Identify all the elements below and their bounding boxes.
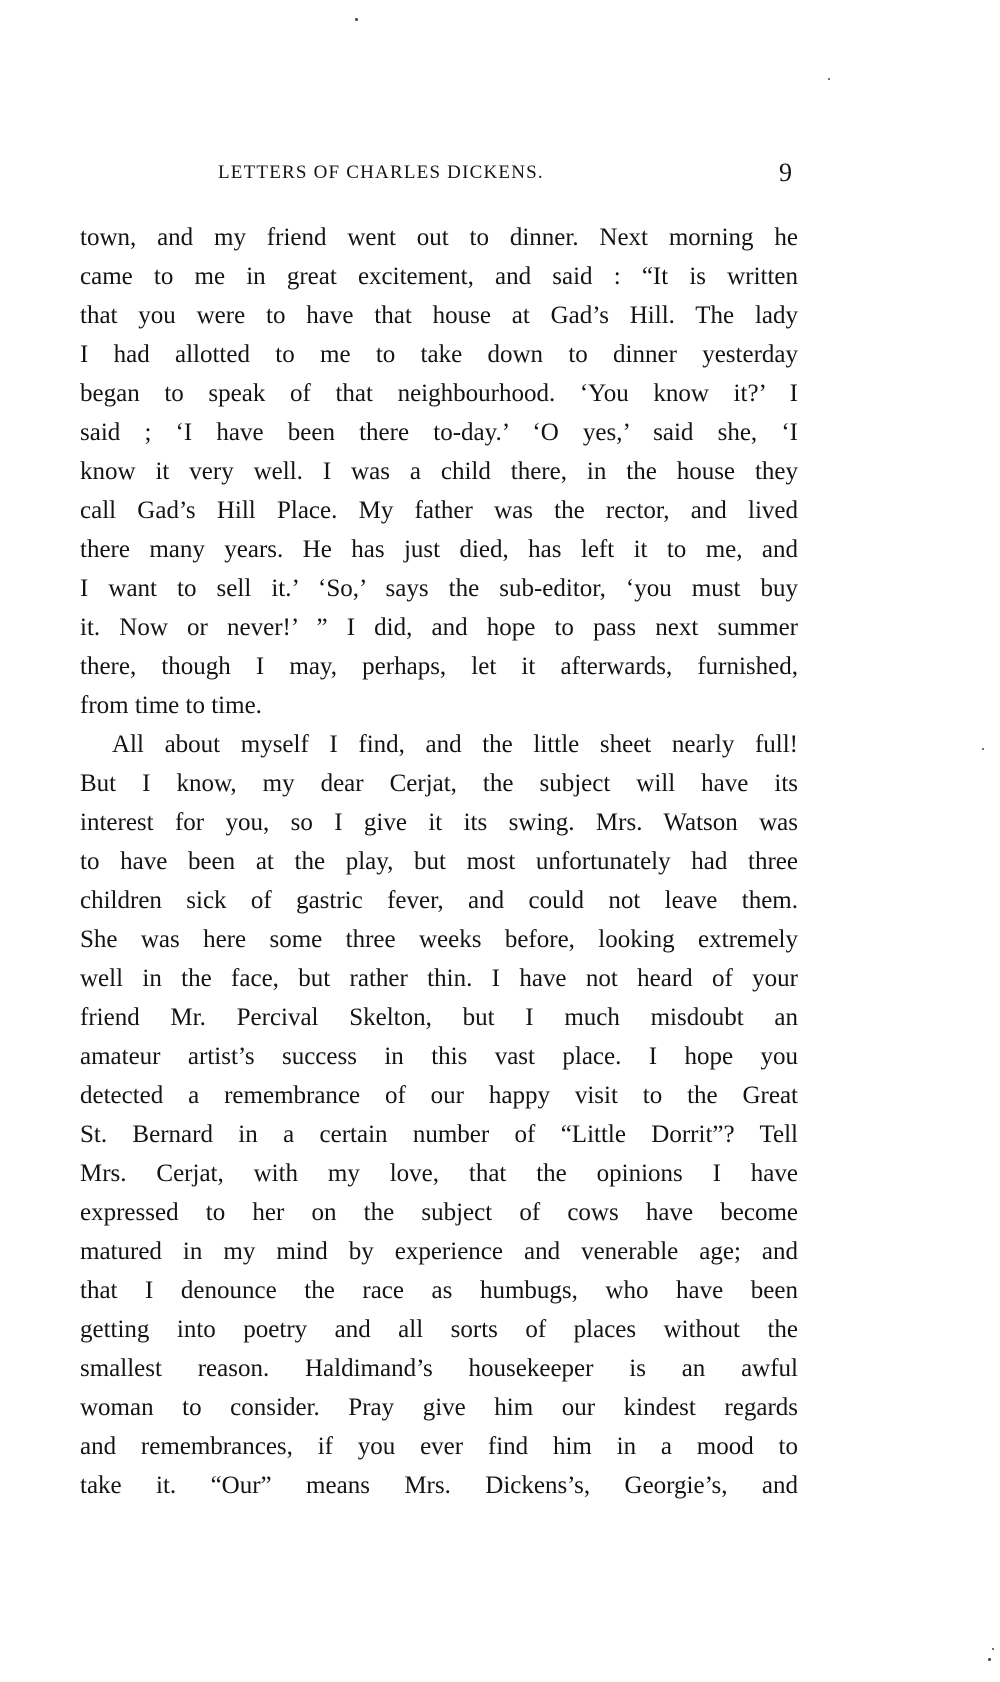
text-line: children sick of gastric fever, and could not leave them. (80, 887, 798, 914)
text-line: said ; ‘I have been there to-day.’ ‘O yes,’ said she, ‘I (80, 419, 798, 446)
text-line: there many years. He has just died, has left it to me, and (80, 536, 798, 563)
text-line: amateur artist’s success in this vast place. I hope you (80, 1043, 798, 1070)
text-line: from time to time. (80, 692, 262, 719)
text-line: I want to sell it.’ ‘So,’ says the sub-editor, ‘you must buy (80, 575, 798, 602)
text-line: well in the face, but rather thin. I have not heard of your (80, 965, 798, 992)
text-line: smallest reason. Haldimand’s housekeeper is an awful (80, 1355, 798, 1382)
text-line: matured in my mind by experience and venerable age; and (80, 1238, 798, 1265)
page-number: 9 (779, 158, 792, 187)
text-line: and remembrances, if you ever find him in a mood to (80, 1433, 798, 1460)
text-line: friend Mr. Percival Skelton, but I much misdoubt an (80, 1004, 798, 1031)
running-title: LETTERS OF CHARLES DICKENS. (218, 162, 544, 183)
scan-speck (828, 78, 830, 80)
scan-speck (988, 1658, 991, 1661)
text-line: All about myself I find, and the little sheet nearly full! (112, 731, 798, 758)
text-line: getting into poetry and all sorts of places without the (80, 1316, 798, 1343)
text-line: began to speak of that neighbourhood. ‘You know it?’ I (80, 380, 798, 407)
scan-speck (982, 748, 984, 750)
text-line: to have been at the play, but most unfortunately had three (80, 848, 798, 875)
text-line: I had allotted to me to take down to dinner yesterday (80, 341, 798, 368)
body-text (80, 218, 798, 1505)
text-line: town, and my friend went out to dinner. Next morning he (80, 224, 798, 251)
text-line: interest for you, so I give it its swing. Mrs. Watson was (80, 809, 798, 836)
text-line: woman to consider. Pray give him our kindest regards (80, 1394, 798, 1421)
text-line: Mrs. Cerjat, with my love, that the opinions I have (80, 1160, 798, 1187)
text-line: expressed to her on the subject of cows have become (80, 1199, 798, 1226)
running-head (218, 158, 792, 194)
text-line: came to me in great excitement, and said : “It is written (80, 263, 798, 290)
scan-speck (355, 18, 358, 21)
text-line: that I denounce the race as humbugs, who have been (80, 1277, 798, 1304)
paragraph-2 (80, 725, 798, 1505)
text-line: detected a remembrance of our happy visit to the Great (80, 1082, 798, 1109)
text-line: She was here some three weeks before, looking extremely (80, 926, 798, 953)
text-line: it. Now or never!’ ” I did, and hope to pass next summer (80, 614, 798, 641)
text-line: take it. “Our” means Mrs. Dickens’s, Georgie’s, and (80, 1472, 798, 1499)
text-line: St. Bernard in a certain number of “Little Dorrit”? Tell (80, 1121, 798, 1148)
text-line: know it very well. I was a child there, in the house they (80, 458, 798, 485)
paragraph-1 (80, 218, 798, 725)
scan-speck (992, 1648, 994, 1650)
text-line: there, though I may, perhaps, let it afterwards, furnished, (80, 653, 798, 680)
text-line: that you were to have that house at Gad’s Hill. The lady (80, 302, 798, 329)
text-line: But I know, my dear Cerjat, the subject will have its (80, 770, 798, 797)
text-line: call Gad’s Hill Place. My father was the rector, and lived (80, 497, 798, 524)
